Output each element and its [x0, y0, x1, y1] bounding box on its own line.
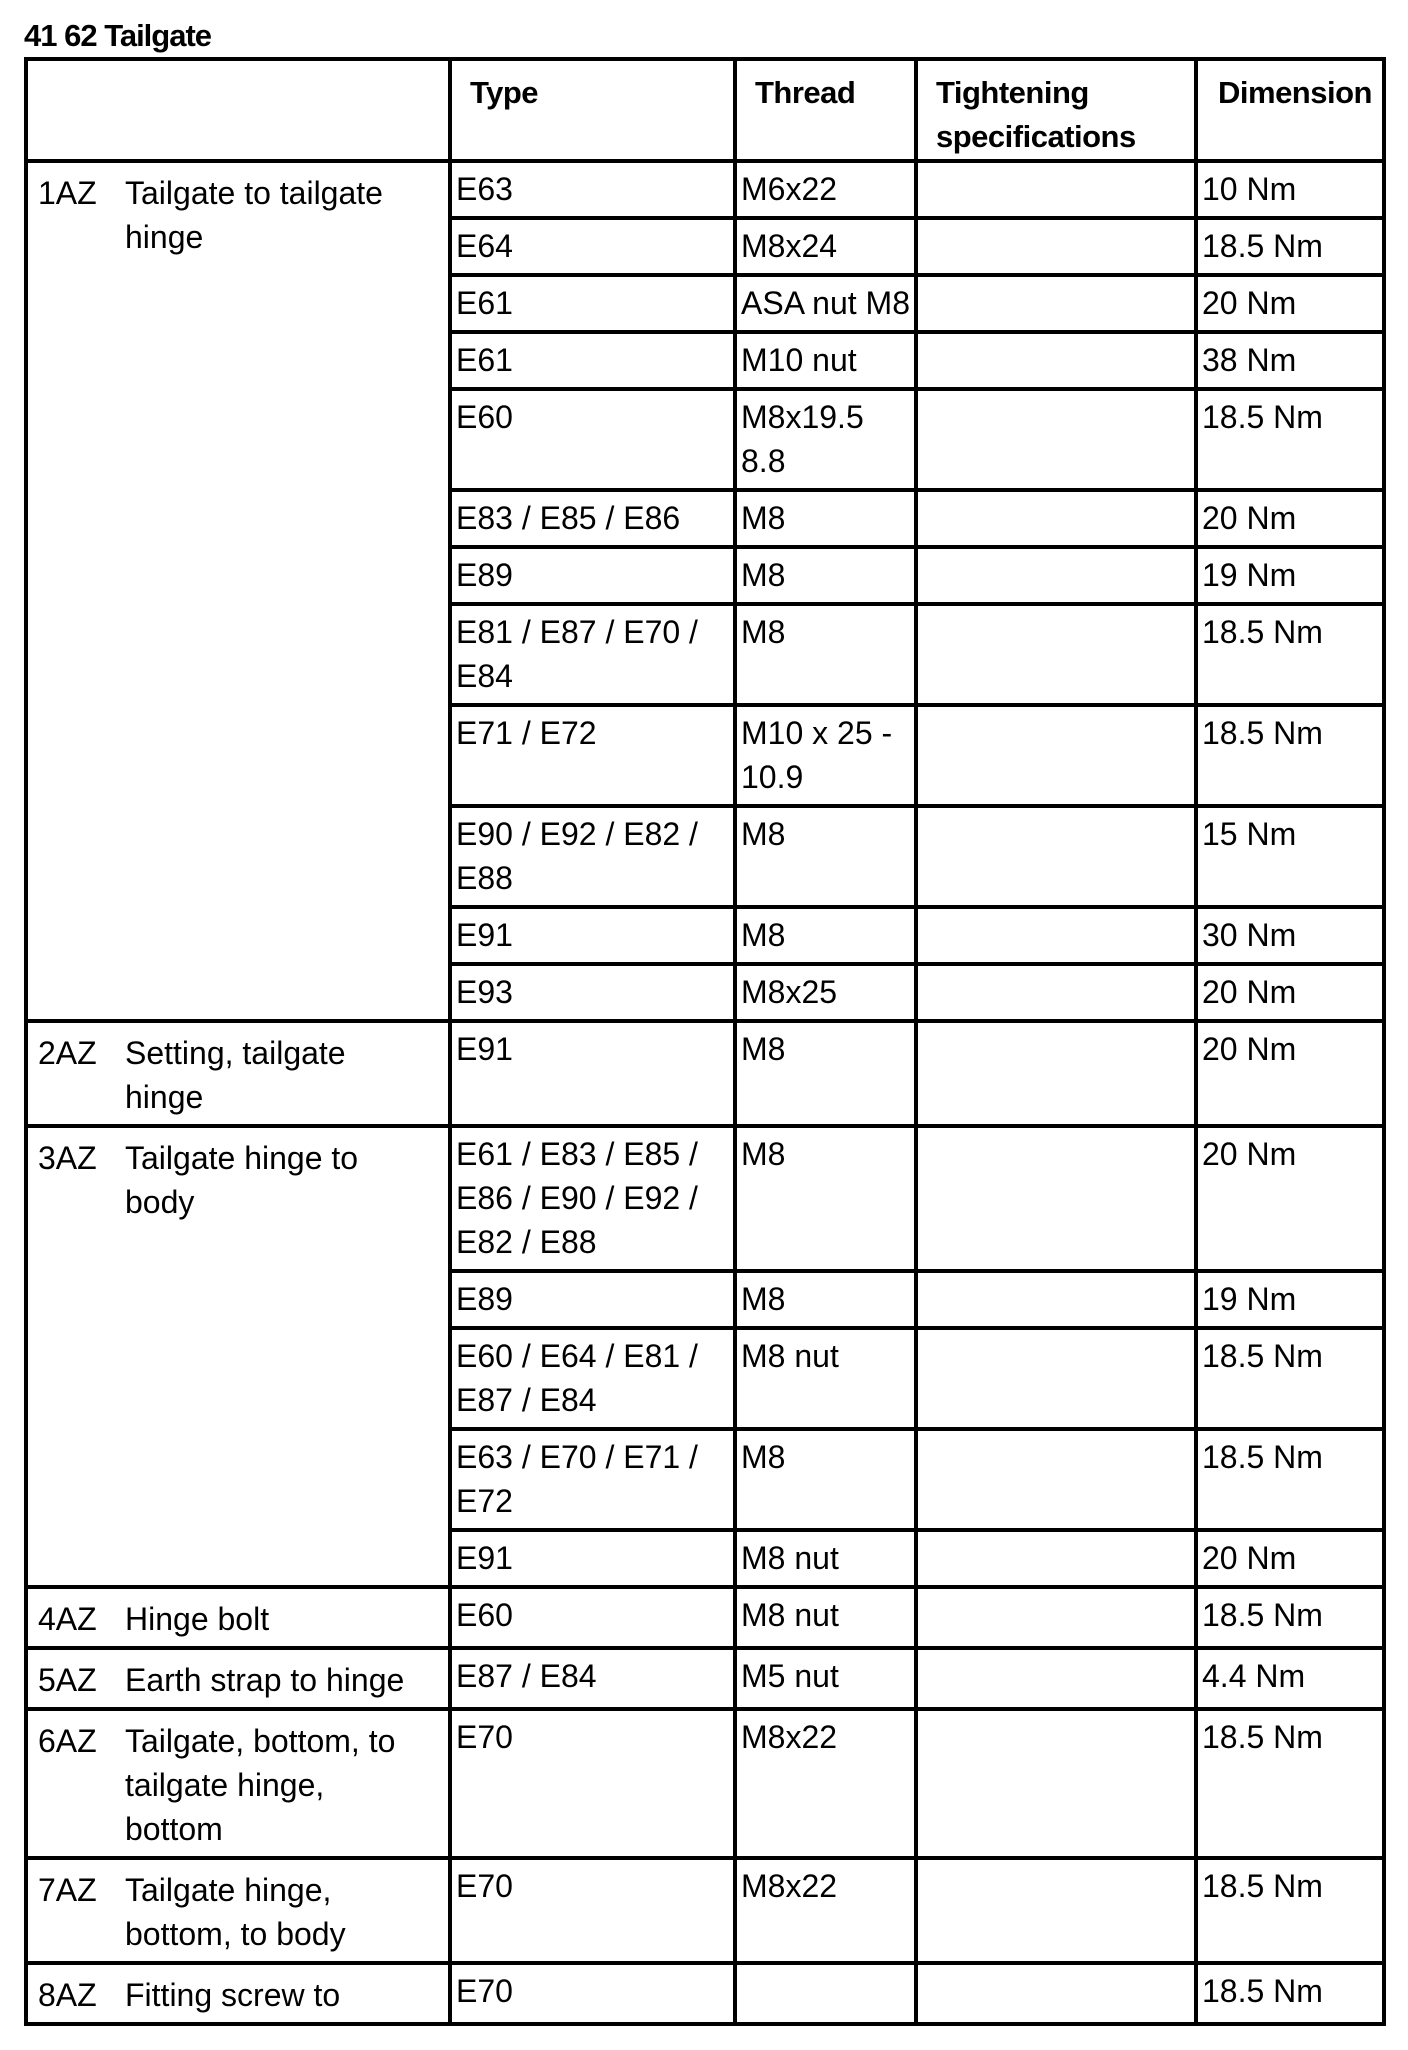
type-cell: E89: [450, 547, 735, 604]
item-description: Tailgate hinge, bottom, to body: [125, 1872, 346, 1952]
type-cell: E71 / E72: [450, 705, 735, 806]
dimension-cell: 4.4 Nm: [1196, 1648, 1384, 1709]
tightening-spec-cell: [916, 1530, 1196, 1587]
thread-cell: M8x19.5 8.8: [735, 389, 916, 490]
type-cell: E61: [450, 332, 735, 389]
type-cell: E70: [450, 1858, 735, 1963]
item-description: Tailgate hinge to body: [125, 1140, 359, 1220]
tightening-spec-cell: [916, 806, 1196, 907]
item-description: Tailgate to tailgate hinge: [125, 175, 383, 255]
dimension-cell: 18.5 Nm: [1196, 1429, 1384, 1530]
thread-cell: M10 nut: [735, 332, 916, 389]
dimension-cell: 30 Nm: [1196, 907, 1384, 964]
dimension-cell: 19 Nm: [1196, 1271, 1384, 1328]
item-description: Tailgate, bottom, to tailgate hinge, bottom: [125, 1723, 396, 1847]
item-group-cell: [26, 1587, 450, 1648]
dimension-cell: 38 Nm: [1196, 332, 1384, 389]
tightening-spec-cell: [916, 332, 1196, 389]
tightening-spec-cell: [916, 275, 1196, 332]
tightening-spec-cell: [916, 964, 1196, 1021]
item-description: Fitting screw to: [125, 1977, 341, 2013]
type-cell: E60: [450, 1587, 735, 1648]
item-group-cell: [26, 1963, 450, 2024]
thread-cell: M8 nut: [735, 1530, 916, 1587]
thread-cell: M8: [735, 806, 916, 907]
item-description: Setting, tailgate hinge: [125, 1035, 346, 1115]
dimension-cell: 20 Nm: [1196, 1126, 1384, 1271]
type-cell: E83 / E85 / E86: [450, 490, 735, 547]
thread-cell: M10 x 25 - 10.9: [735, 705, 916, 806]
tightening-spec-cell: [916, 1271, 1196, 1328]
thread-cell: M8: [735, 604, 916, 705]
tightening-spec-cell: [916, 218, 1196, 275]
tightening-spec-cell: [916, 1963, 1196, 2024]
table-row: [26, 1709, 1384, 1858]
thread-cell: M8: [735, 1021, 916, 1126]
type-cell: E87 / E84: [450, 1648, 735, 1709]
type-cell: E91: [450, 1021, 735, 1126]
page-title: 41 62 Tailgate: [24, 18, 212, 53]
tightening-spec-cell: [916, 1429, 1196, 1530]
type-cell: E90 / E92 / E82 / E88: [450, 806, 735, 907]
type-cell: E89: [450, 1271, 735, 1328]
table-header-row: [26, 59, 1384, 161]
type-cell: E70: [450, 1963, 735, 2024]
table-body: [26, 161, 1384, 2024]
dimension-cell: 20 Nm: [1196, 1021, 1384, 1126]
tightening-spec-cell: [916, 547, 1196, 604]
header-dimension: Dimension: [1196, 59, 1384, 161]
table-row: [26, 1858, 1384, 1963]
tightening-spec-cell: [916, 1709, 1196, 1858]
type-cell: E63: [450, 161, 735, 218]
type-cell: E91: [450, 1530, 735, 1587]
dimension-cell: 18.5 Nm: [1196, 389, 1384, 490]
thread-cell: M8: [735, 547, 916, 604]
header-thread: Thread: [735, 59, 916, 161]
tightening-spec-cell: [916, 1021, 1196, 1126]
table-row: [26, 1021, 1384, 1126]
tightening-spec-cell: [916, 1648, 1196, 1709]
item-id: 5AZ: [38, 1662, 97, 1698]
tightening-spec-cell: [916, 1587, 1196, 1648]
dimension-cell: 18.5 Nm: [1196, 1587, 1384, 1648]
item-group-cell: [26, 1021, 450, 1126]
tightening-spec-cell: [916, 1126, 1196, 1271]
dimension-cell: 20 Nm: [1196, 275, 1384, 332]
tightening-spec-cell: [916, 490, 1196, 547]
tightening-spec-cell: [916, 389, 1196, 490]
type-cell: E61 / E83 / E85 / E86 / E90 / E92 / E82 / E88: [450, 1126, 735, 1271]
item-id: 1AZ: [38, 175, 97, 211]
type-cell: E61: [450, 275, 735, 332]
table-row: [26, 1126, 1384, 1271]
item-id: 6AZ: [38, 1723, 97, 1759]
thread-cell: M8: [735, 1429, 916, 1530]
tightening-spec-cell: [916, 161, 1196, 218]
dimension-cell: 18.5 Nm: [1196, 604, 1384, 705]
item-group-cell: [26, 1126, 450, 1587]
type-cell: E91: [450, 907, 735, 964]
header-item: [26, 59, 450, 161]
thread-cell: [735, 1963, 916, 2024]
thread-cell: M8: [735, 1126, 916, 1271]
item-id: 2AZ: [38, 1035, 97, 1071]
thread-cell: M8 nut: [735, 1328, 916, 1429]
tightening-spec-cell: [916, 705, 1196, 806]
tightening-spec-cell: [916, 1328, 1196, 1429]
tightening-torque-table: [24, 57, 1386, 2026]
table-row: [26, 161, 1384, 218]
thread-cell: M8x22: [735, 1858, 916, 1963]
thread-cell: M8x22: [735, 1709, 916, 1858]
thread-cell: M8 nut: [735, 1587, 916, 1648]
type-cell: E70: [450, 1709, 735, 1858]
type-cell: E60: [450, 389, 735, 490]
thread-cell: M8: [735, 490, 916, 547]
dimension-cell: 20 Nm: [1196, 964, 1384, 1021]
table-row: [26, 1648, 1384, 1709]
type-cell: E93: [450, 964, 735, 1021]
type-cell: E60 / E64 / E81 / E87 / E84: [450, 1328, 735, 1429]
thread-cell: M8: [735, 1271, 916, 1328]
dimension-cell: 20 Nm: [1196, 490, 1384, 547]
dimension-cell: 18.5 Nm: [1196, 705, 1384, 806]
item-group-cell: [26, 1648, 450, 1709]
header-tightening-specifications: Tightening specifications: [916, 59, 1196, 161]
thread-cell: M6x22: [735, 161, 916, 218]
type-cell: E81 / E87 / E70 / E84: [450, 604, 735, 705]
dimension-cell: 18.5 Nm: [1196, 218, 1384, 275]
thread-cell: M8x24: [735, 218, 916, 275]
item-id: 8AZ: [38, 1977, 97, 2013]
item-description: Hinge bolt: [125, 1601, 270, 1637]
header-type: Type: [450, 59, 735, 161]
thread-cell: M5 nut: [735, 1648, 916, 1709]
dimension-cell: 10 Nm: [1196, 161, 1384, 218]
tightening-spec-cell: [916, 604, 1196, 705]
item-group-cell: [26, 1858, 450, 1963]
dimension-cell: 18.5 Nm: [1196, 1328, 1384, 1429]
dimension-cell: 18.5 Nm: [1196, 1963, 1384, 2024]
thread-cell: M8: [735, 907, 916, 964]
dimension-cell: 18.5 Nm: [1196, 1858, 1384, 1963]
item-group-cell: [26, 161, 450, 1021]
tightening-spec-cell: [916, 1858, 1196, 1963]
item-id: 3AZ: [38, 1140, 97, 1176]
table-row: [26, 1587, 1384, 1648]
item-id: 7AZ: [38, 1872, 97, 1908]
tightening-spec-cell: [916, 907, 1196, 964]
type-cell: E64: [450, 218, 735, 275]
dimension-cell: 19 Nm: [1196, 547, 1384, 604]
item-group-cell: [26, 1709, 450, 1858]
dimension-cell: 18.5 Nm: [1196, 1709, 1384, 1858]
item-description: Earth strap to hinge: [125, 1662, 405, 1698]
type-cell: E63 / E70 / E71 / E72: [450, 1429, 735, 1530]
thread-cell: ASA nut M8: [735, 275, 916, 332]
dimension-cell: 15 Nm: [1196, 806, 1384, 907]
thread-cell: M8x25: [735, 964, 916, 1021]
dimension-cell: 20 Nm: [1196, 1530, 1384, 1587]
table-row: [26, 1963, 1384, 2024]
item-id: 4AZ: [38, 1601, 97, 1637]
